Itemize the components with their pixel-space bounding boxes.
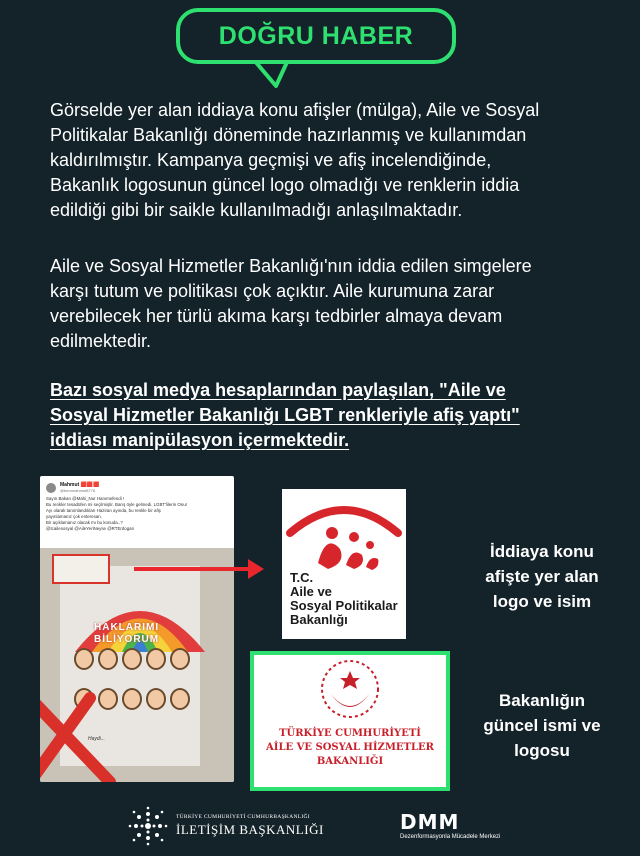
- tweet-header: [46, 482, 99, 493]
- verdict-badge: [176, 8, 464, 90]
- arrow-right-icon: [130, 555, 270, 585]
- communications-directorate-logo: [128, 806, 324, 846]
- dmm-logo: [400, 812, 500, 840]
- current-ministry-logo-card: [250, 651, 450, 791]
- explanation-paragraph-2: Aile ve Sosyal Hizmetler Bakanlığı'nın iddia edilen simgelere karşı tutum ve politikası çok açıktır. Aile kurumuna zarar verebilecek her türlü akıma karşı tedbirler almaya devam edilmektedir.: [50, 256, 532, 351]
- explanation-paragraph-1: Görselde yer alan iddiaya konu afişler (mülga), Aile ve Sosyal Politikalar Bakanlığı döneminde hazırlanmış ve kullanımdan kaldırılmıştır. Kampanya geçmişi ve afiş incelendiğinde, Bakanlık logosunun güncel logo olmadığı ve renklerin iddia edildiği gibi bir saikle kullanılmadığı anlaşılmaktadır.: [50, 100, 540, 220]
- avatar: [46, 483, 56, 493]
- directorate-name: İLETİŞİM BAŞKANLIĞI: [176, 822, 324, 837]
- verdict-label: DOĞRU HABER: [176, 8, 456, 64]
- old-ministry-logo-card: [282, 489, 406, 639]
- family-house-logo-icon: [282, 493, 406, 573]
- ministry-emblem-icon: [254, 657, 446, 727]
- current-ministry-name: TÜRKİYE CUMHURİYETİ AİLE VE SOSYAL HİZMETLER BAKANLIĞI: [266, 728, 434, 767]
- dmm-logo-text: DMM: [400, 810, 460, 834]
- claimed-logo-caption: İddiaya konu afişte yer alan logo ve isim: [485, 542, 599, 611]
- tweet-screenshot: [40, 476, 234, 782]
- tweet-text: Sayın Bakan @Mahi_Nur Hanımefendi ! Bu renkler tesadüfen mi seçilmiştir. Barış öyle gelmedi. LGBT'lilerin Onur Ayı olarak tanımlandıkları Haziran ayında, bu renkle bir afiş yayınlamanız çok enteresan. Bir açıklamanız olacak mı bu konuda..? @tcailesosyal @AileYeriNeyse @RTErdogan: [46, 496, 188, 531]
- poster-heading: HAKLARIMI BİLİYORUM: [94, 622, 160, 645]
- tweet-author-handle: @bemmahmut8776: [60, 488, 96, 493]
- directorate-parent-name: TÜRKİYE CUMHURİYETİ CUMHURBAŞKANLIĞI: [176, 814, 310, 820]
- conclusion-paragraph: Bazı sosyal medya hesaplarından paylaşılan, "Aile ve Sosyal Hizmetler Bakanlığı LGBT renkleriyle afiş yaptı" iddiası manipülasyon içermektedir.: [50, 380, 520, 450]
- poster-caption: Haydi...: [88, 736, 105, 742]
- current-logo-caption: Bakanlığın güncel ismi ve logosu: [483, 691, 601, 760]
- dmm-full-name: Dezenformasyonla Mücadele Merkezi: [400, 834, 501, 840]
- directorate-emblem-icon: [128, 806, 168, 846]
- old-ministry-name: T.C. Aile ve Sosyal Politikalar Bakanlığı: [290, 570, 398, 627]
- tweet-author-name: Mahmut 🟥🟥🟥: [60, 482, 100, 488]
